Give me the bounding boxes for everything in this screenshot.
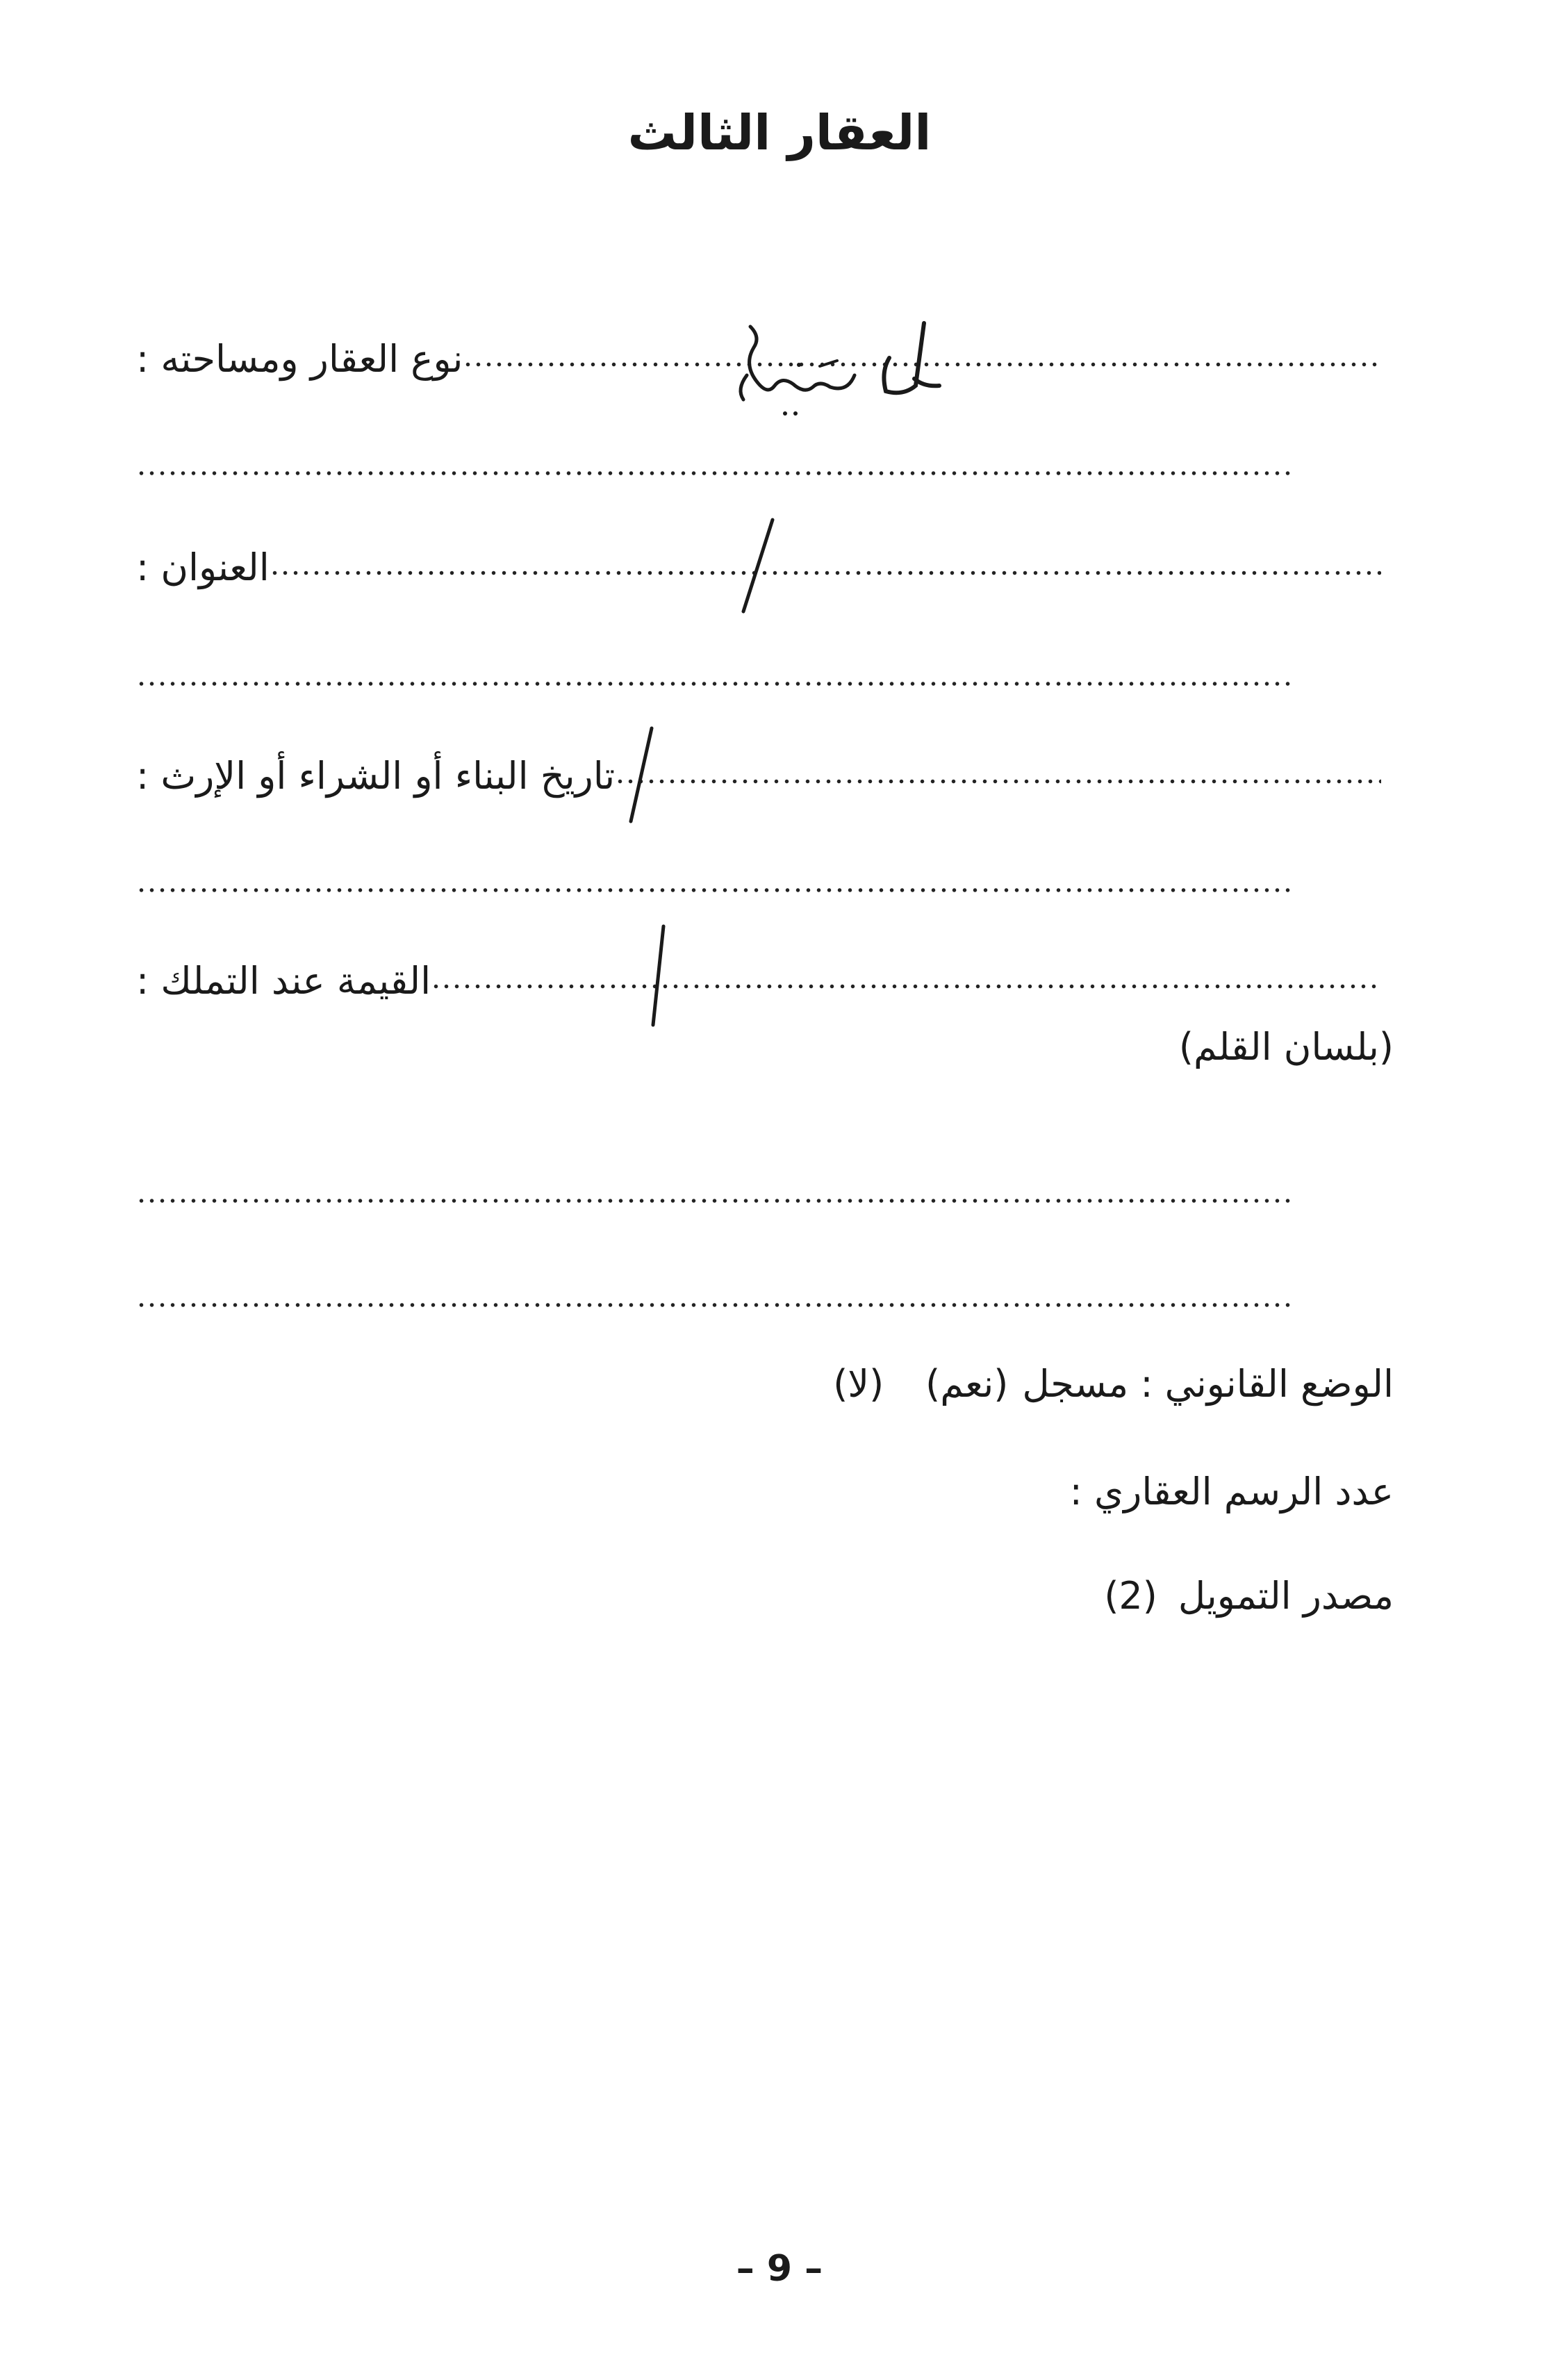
handwritten-slash-value bbox=[625, 921, 681, 1032]
acquisition-value-dotted-line[interactable] bbox=[431, 952, 1381, 994]
funding-source-row bbox=[1104, 1574, 1394, 1618]
page-title: العقار الثالث bbox=[627, 104, 932, 161]
property-type-continuation-line[interactable] bbox=[136, 469, 1293, 477]
property-type-label: نوع العقار ومساحته : bbox=[136, 337, 463, 381]
acquisition-value-label: القيمة عند التملك : bbox=[136, 959, 431, 1003]
handwritten-slash-date bbox=[611, 723, 667, 827]
address-label: العنوان : bbox=[136, 545, 270, 589]
acquisition-date-continuation-line[interactable] bbox=[136, 886, 1293, 894]
page-number: – 9 – bbox=[736, 2248, 823, 2290]
handwritten-slash-address bbox=[729, 514, 785, 618]
address-dotted-line[interactable] bbox=[270, 539, 1381, 580]
acquisition-date-field[interactable] bbox=[136, 747, 1394, 798]
value-in-words-label: (بلسان القلم) bbox=[1178, 1025, 1394, 1069]
funding-source-label: مصدر التمويل bbox=[1178, 1574, 1394, 1618]
legal-status-yes-option[interactable]: (نعم) bbox=[925, 1362, 1009, 1406]
value-in-words-line-1[interactable] bbox=[136, 1197, 1293, 1205]
legal-status-row bbox=[833, 1362, 1394, 1406]
funding-source-footnote: (2) bbox=[1104, 1574, 1157, 1618]
legal-status-label: الوضع القانوني : مسجل bbox=[1022, 1362, 1394, 1406]
legal-status-no-option[interactable]: (لا) bbox=[833, 1362, 884, 1406]
acquisition-date-label: تاريخ البناء أو الشراء أو الإرث : bbox=[136, 754, 616, 798]
address-continuation-line[interactable] bbox=[136, 680, 1293, 688]
handwritten-answer-property-type bbox=[716, 309, 952, 427]
acquisition-value-field[interactable] bbox=[136, 952, 1394, 1003]
acquisition-date-dotted-line[interactable] bbox=[615, 747, 1381, 789]
land-title-number-label: عدد الرسم العقاري : bbox=[1069, 1470, 1394, 1513]
value-in-words-line-2[interactable] bbox=[136, 1301, 1293, 1309]
